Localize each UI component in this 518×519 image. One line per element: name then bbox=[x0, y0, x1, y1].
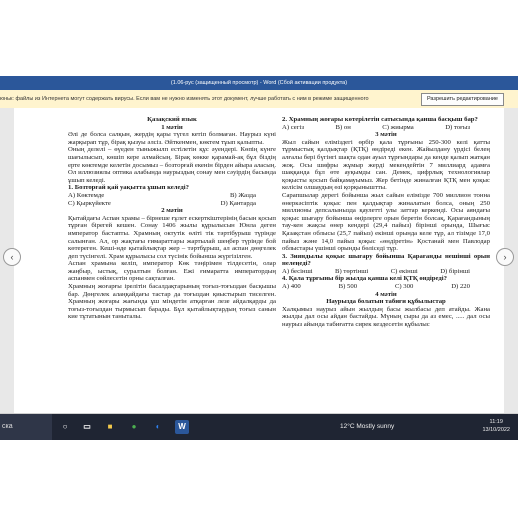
q3-option-b: B) төртінші bbox=[335, 267, 369, 275]
q1-option-a: A) Көктемде bbox=[68, 191, 105, 199]
q3-option-c: C) екінші bbox=[390, 267, 418, 275]
protected-view-bar bbox=[0, 90, 518, 109]
q4-option-a: A) 400 bbox=[282, 283, 301, 291]
question-4: 4. Қала тұрғыны бір жылда қанша келі ҚТҚ өндіреді? bbox=[282, 275, 447, 283]
q4-option-d: D) 220 bbox=[451, 283, 470, 291]
document-page bbox=[14, 108, 504, 413]
question-2: 2. Храмның жоғары көтерілетін сатысында қанша басқыш бар? bbox=[282, 116, 478, 123]
q1-option-c: C) Қыркүйекте bbox=[68, 199, 111, 207]
q3-option-a: A) бесінші bbox=[282, 267, 313, 275]
q3-option-d: D) бірінші bbox=[440, 267, 470, 275]
subject-title: Қазақский язык bbox=[147, 116, 197, 123]
clock-time: 11:19 bbox=[489, 419, 503, 425]
task3-text1: Жыл сайын еліміздегі өрбір қала тұрғыны 250-300 келі қатты тұрмыстық қалдықтар (ҚТҚ) өндіреді екен. Жайылдану үрдісі белең алғалы берi бүгінгі шақта одан ауыл тұрғындары да кенде қалып жатқан жоқ. Осы шифры жұмыр жерді мекендейтін 7 миллиард адамға шаққанда бұл өте ауқымды сан. Демек, цифрлық технологиялар қоқысты қосып байқамауымыз. Жер бетінде жиналған ҚТҚ мен қоқыс келісім олшаудың өзі қорқыныштты. bbox=[282, 138, 490, 192]
q1-option-d: D) Қантарда bbox=[220, 199, 256, 207]
q3-options bbox=[282, 268, 490, 276]
task2-text3: Храмның жоғарғы ірелітін басалдақтарының тоғыз-тоғыздан басқышы бар. Дөңгелек алаңқайдағы тастар да тоғыздан қиыстырып тиселген. Храмның жоғары жағында ұш міндетін атқарған лeзе айдалқарды да тоғыз-тоғыздан тырмысып барады. Бұл қытайлықтардың тоғыз санын киe тұтатынын таныталы. bbox=[68, 283, 276, 321]
clock-date: 13/10/2022 bbox=[482, 426, 510, 433]
window-title: (1.06-рус (защищенный просмотр) - Word (Сбой активации продукта) bbox=[0, 76, 518, 90]
enable-editing-button[interactable]: Разрешить редактирование bbox=[421, 93, 504, 106]
task2-text1: Қытайдағы Аспан храмы – бірнеше ғұлет ескерткіштерінің басын қосып тұрған бірегей кешен. Сонау 1406 жылы құрылысын Юнла деген император бастапты. Храмның октутік өліті тік тәртібурыш түрінде салынған. Ал, ор жақтағы ғимараттары жартылай шеңбер түрінде бой көтереген. Кеші-нде қытайлықтар жер – тәртбұрыш, ал аспан дөңгелек деп түсінгелі. Храм құрылысы сол түсінік бойынша жүргізілген. bbox=[68, 214, 276, 260]
clock[interactable] bbox=[482, 419, 510, 434]
chevron-right-icon[interactable]: › bbox=[496, 248, 514, 266]
task4-subtitle: Наурызда болатын табиғи құбылыстар bbox=[326, 298, 446, 306]
question-3: 3. Зияндылы қоқыс шығару бойынша Қарағанды нешінші орын нелеңеді? bbox=[282, 252, 490, 268]
widgets-icon[interactable]: ▭ bbox=[83, 422, 91, 431]
task2-text2: Аспан храмына келіп, император Көк тәңірімен тілдесетін, олар жаңбыр, ыстық, суралтын болған. Ежі ғимаратта императордың аспанмен сөйлесетін орны сақталған. bbox=[68, 260, 276, 283]
task-view-icon[interactable]: ○ bbox=[62, 422, 68, 431]
q1-option-b: B) Жазда bbox=[229, 191, 256, 199]
question-1: 1. Бозторғай қай уақытта ұшып келеді? bbox=[68, 184, 189, 192]
task4-text: Халқымыз наурыз айын жылдың басы жылбасы деп атайды. Жана жылды дал осы айдан бастайды. Мүның сыры да аз емес, ..... дал осы наурыз айында табиғатта сирек кездесетін құбылыс bbox=[282, 305, 490, 329]
q2-option-d: D) тоғыз bbox=[445, 123, 470, 131]
q2-option-a: A) сегіз bbox=[282, 123, 304, 131]
task4-title: 4 мәтін bbox=[375, 290, 397, 298]
left-column bbox=[68, 116, 276, 321]
q2-option-c: C) жиырма bbox=[382, 123, 414, 131]
taskbar bbox=[0, 414, 518, 440]
q4-option-b: B) 500 bbox=[338, 283, 358, 291]
taskbar-search[interactable]: ска bbox=[0, 414, 52, 440]
task1-text1: Әлі де болса салқын, жердің қары түгел кетіп болмаған. Наурыз күні жарқырап тұр, бірақ қызуы әлсіз. Әйткенмен, көктем тұып қалыпты. bbox=[68, 131, 276, 146]
edge-icon[interactable]: ◐ bbox=[155, 422, 161, 431]
protected-view-message: юньк: файлы из Интернета могут содержать вирусы. Если вам не нужно изменять этот документ, лучше работать с ним в режиме защищенного bbox=[0, 96, 369, 102]
q2-options bbox=[282, 124, 490, 132]
task2-title: 2 мәтін bbox=[161, 207, 183, 215]
chevron-left-icon[interactable]: ‹ bbox=[3, 248, 21, 266]
document-area[interactable] bbox=[0, 108, 518, 413]
file-explorer-icon[interactable]: ■ bbox=[107, 422, 113, 431]
q2-option-b: B) он bbox=[335, 123, 351, 131]
word-window bbox=[0, 76, 518, 440]
chrome-icon[interactable]: ● bbox=[131, 422, 137, 431]
q4-option-c: C) 300 bbox=[394, 283, 414, 291]
task1-title: 1 мәтін bbox=[161, 123, 183, 131]
word-icon[interactable]: W bbox=[175, 420, 189, 434]
task1-text2: Оның делелі – өүеден тыныжылп естілетін құс әуендері. Көпің күнге шағылысып, көшіп кере алмайсың. Бірақ көкке қарамай-ақ бұл біздің ерте көктемде келетін досымыз – бозторғай екенін бірден айыра аласың. Ол иллюзиялы оптика алабында наурыздың сонау мен сәуірдің басында ұшып келеді. bbox=[68, 146, 276, 184]
q4-options bbox=[282, 283, 490, 291]
task3-text2: Сарапшылар дерегі бойынша жыл сайын елімізде 700 миллион тонна өнеркәсіптік қоқыс пен қалдықтар жиналатын болса, оның 250 миллионы депсалынызда қаулетті улы заттар керкенді. Осы аяндағы қоқыс шығару бойынша өңірлерге орын беретін болсақ, Қарағандының тау-кен жақсы өнер кендері (29,4 пайыз) бірінші орында, Шығыс Қазақстан облысы (25,7 пайыз) екінші орында келе тұр, ал тізімде 17,0 пайыз және 14,0 пайыз қоқыс «өндіретін» Қостанай мен Павлодар облыстары үшінші орынды бөліседі тұр. bbox=[282, 191, 490, 253]
weather-widget[interactable]: 12°C Mostly sunny bbox=[340, 423, 395, 430]
right-column bbox=[282, 116, 490, 329]
q1-options-row1 bbox=[68, 192, 276, 200]
task3-title: 3 мәтін bbox=[375, 131, 397, 139]
q1-options-row2 bbox=[68, 200, 276, 208]
